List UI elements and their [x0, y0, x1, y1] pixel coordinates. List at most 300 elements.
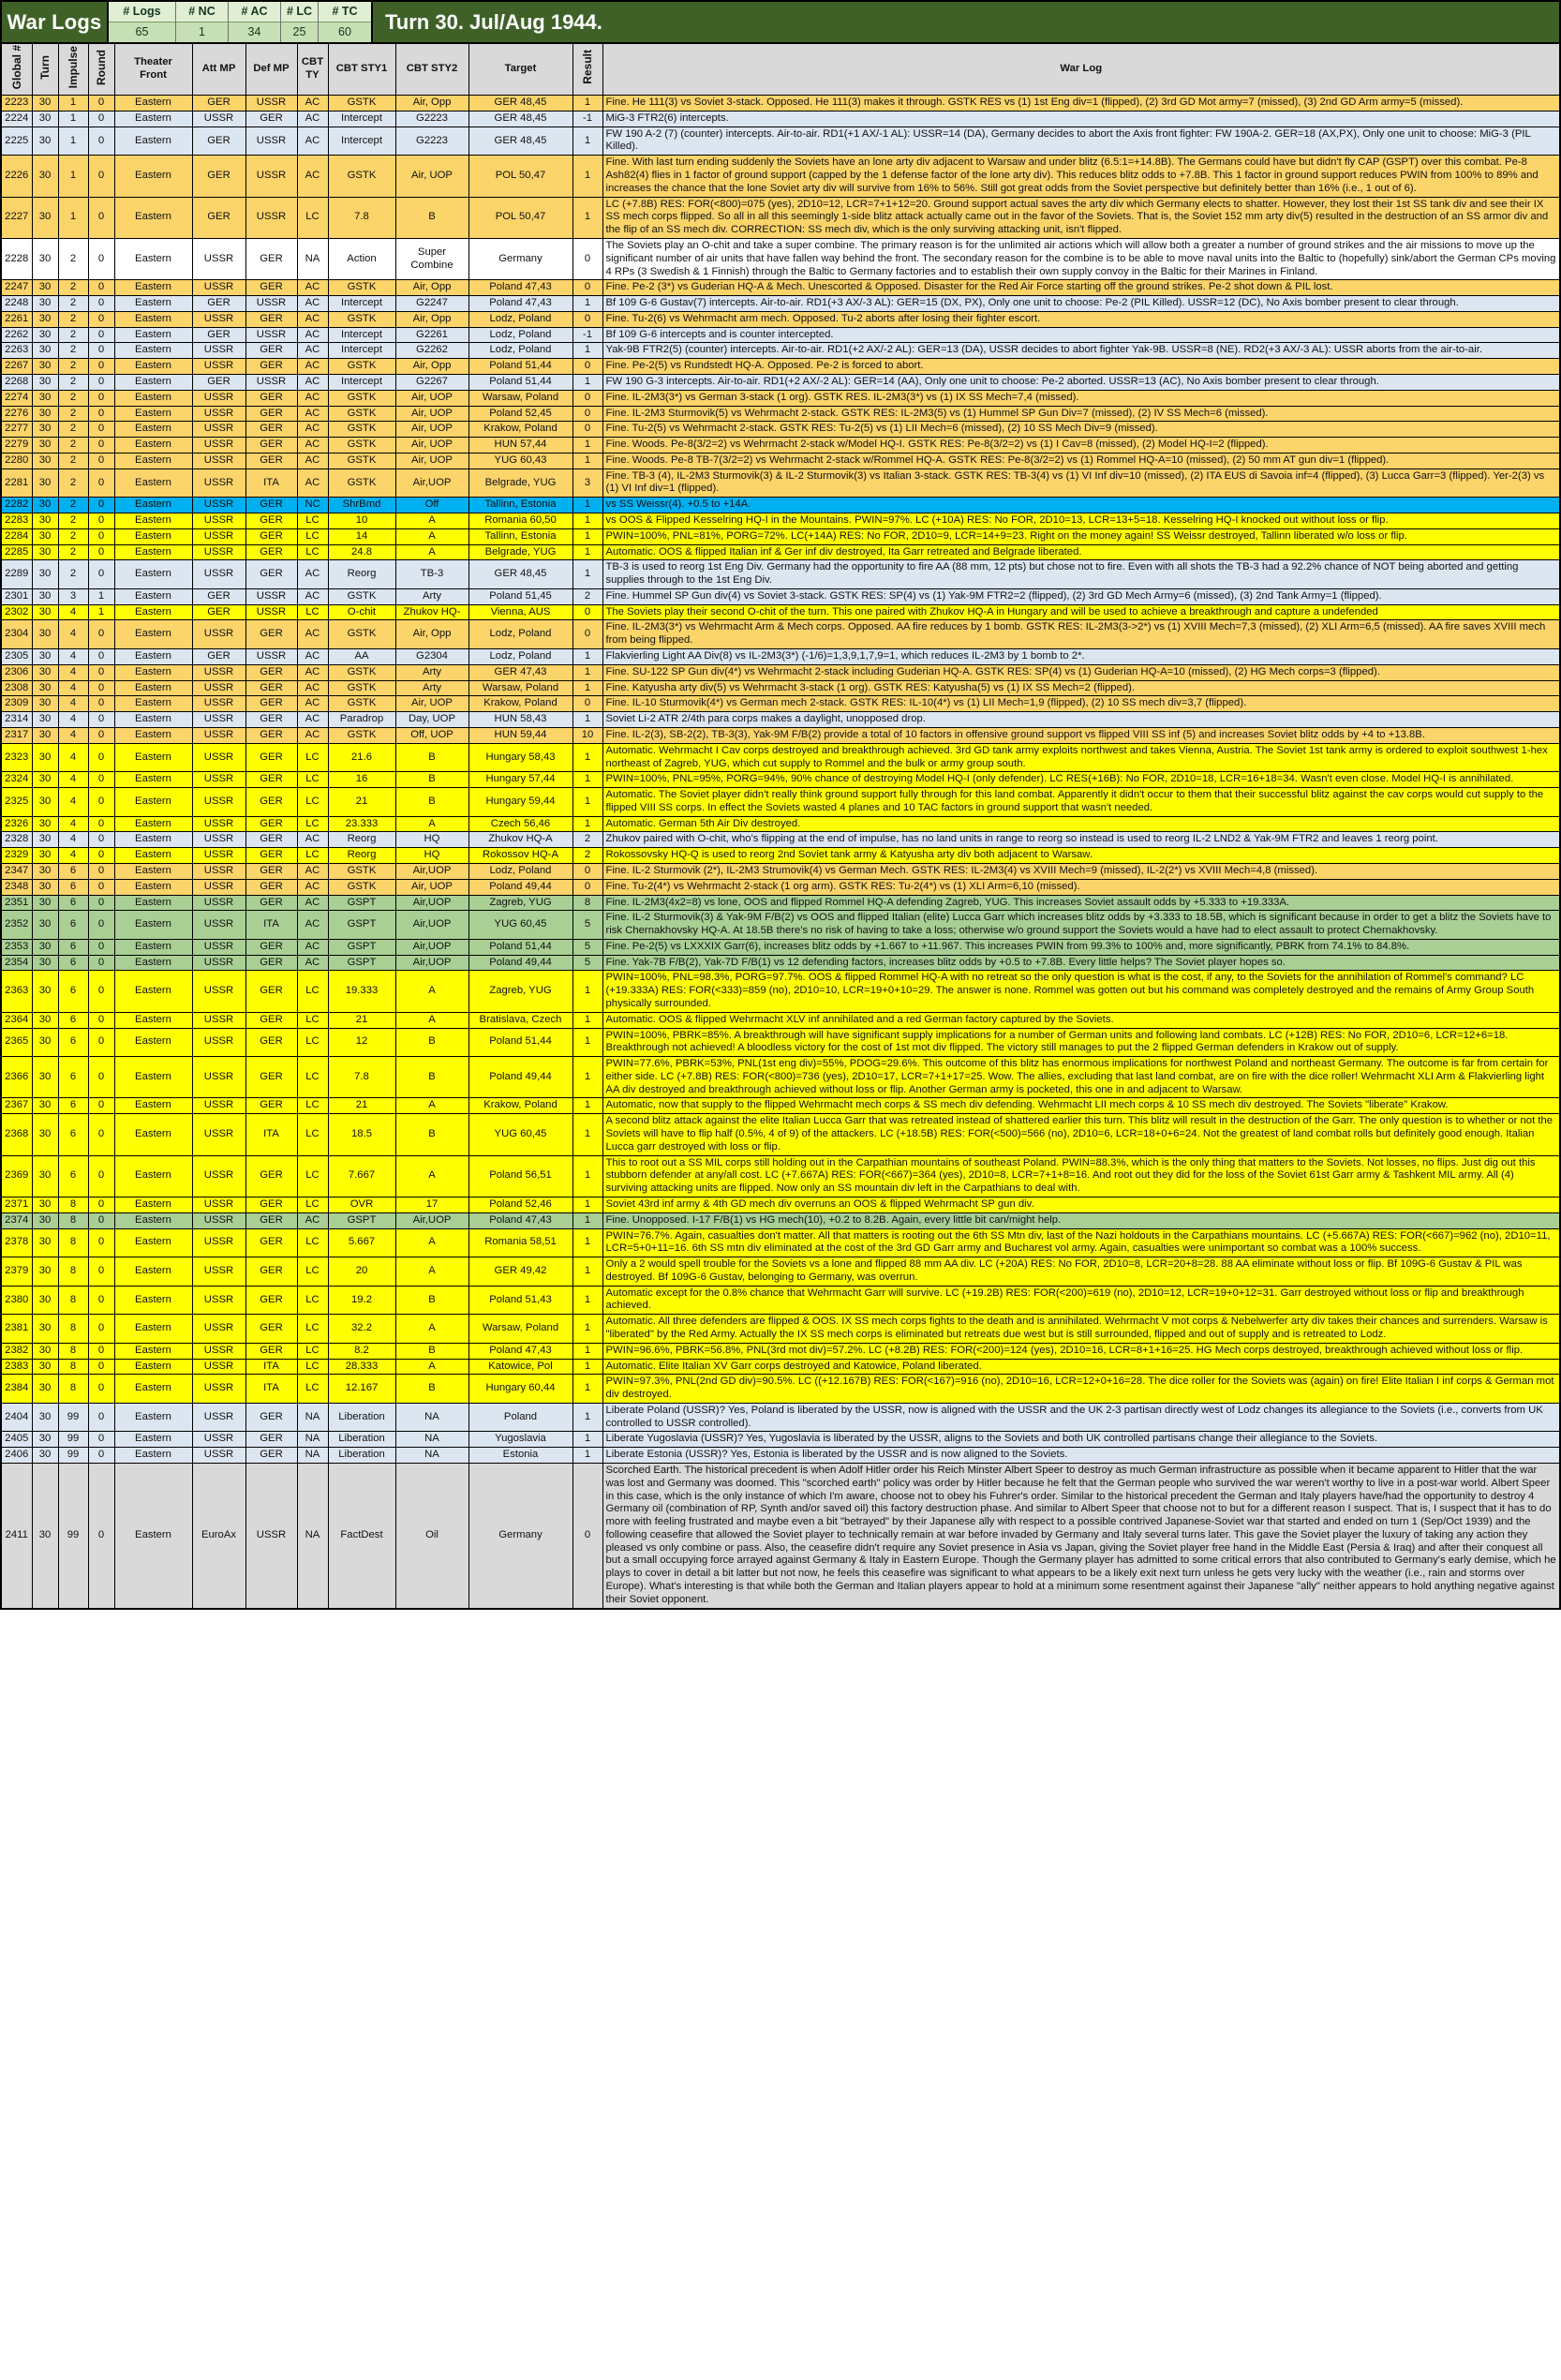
table-row[interactable]: [1, 296, 1560, 312]
cell-front: Eastern: [114, 197, 192, 238]
table-row[interactable]: [1, 280, 1560, 296]
cell-impulse: 2: [58, 238, 88, 279]
cell-def-mp: GER: [245, 939, 297, 955]
cell-front: Eastern: [114, 453, 192, 469]
cell-war-log: Automatic. OOS & flipped Italian inf & Ger inf div destroyed, Ita Garr retreated and Belgrade liberated.: [602, 544, 1560, 560]
cell-global: 2247: [1, 280, 32, 296]
cell-att-mp: USSR: [192, 422, 245, 438]
cell-cbt-sty2: Off: [395, 498, 468, 513]
cell-impulse: 2: [58, 422, 88, 438]
cell-round: 0: [88, 879, 114, 895]
cell-cbt-sty2: A: [395, 528, 468, 544]
cell-global: 2368: [1, 1114, 32, 1155]
cell-att-mp: USSR: [192, 359, 245, 375]
col-header-cbt-sty2[interactable]: CBT STY2: [395, 44, 468, 96]
cell-cbt-sty1: GSTK: [328, 406, 395, 422]
table-row[interactable]: [1, 1432, 1560, 1448]
table-row[interactable]: [1, 1403, 1560, 1432]
table-row[interactable]: [1, 696, 1560, 712]
table-row[interactable]: [1, 544, 1560, 560]
cell-att-mp: GER: [192, 197, 245, 238]
col-header-cbt-sty1[interactable]: CBT STY1: [328, 44, 395, 96]
cell-cbt-sty1: GSPT: [328, 1212, 395, 1228]
cell-cbt-sty2: Air, UOP: [395, 879, 468, 895]
table-row[interactable]: [1, 863, 1560, 879]
cell-cbt-sty1: Intercept: [328, 126, 395, 156]
cell-cbt-sty2: G2223: [395, 111, 468, 126]
cell-war-log: Fine. Hummel SP Gun div(4) vs Soviet 3-stack. GSTK RES: SP(4) vs (1) Yak-9M FTR2=2 (flipped), (2) 3rd GD Mech Army=6 (missed), (3) 2nd Tank Army=1 (flipped).: [602, 588, 1560, 604]
cell-result: 1: [572, 1057, 602, 1098]
cell-cbt-ty: AC: [297, 560, 328, 589]
cell-turn: 30: [32, 1286, 58, 1315]
cell-global: 2326: [1, 816, 32, 832]
table-row[interactable]: [1, 438, 1560, 454]
table-row[interactable]: [1, 327, 1560, 343]
cell-cbt-sty1: GSPT: [328, 911, 395, 940]
cell-cbt-sty1: 7.8: [328, 1057, 395, 1098]
table-row[interactable]: [1, 528, 1560, 544]
cell-target: Tallinn, Estonia: [468, 498, 572, 513]
cell-global: 2304: [1, 620, 32, 649]
cell-att-mp: USSR: [192, 111, 245, 126]
cell-global: 2284: [1, 528, 32, 544]
cell-cbt-sty1: GSTK: [328, 680, 395, 696]
cell-result: 1: [572, 1114, 602, 1155]
table-row[interactable]: [1, 1228, 1560, 1257]
cell-cbt-sty2: A: [395, 816, 468, 832]
cell-war-log: Automatic, now that supply to the flipped Wehrmacht mech corps & SS mech div defending. Wehrmacht LII mech corps & 10 SS mech div destroyed. The Soviets "liberate" Krakow.: [602, 1098, 1560, 1114]
cell-cbt-sty2: Super Combine: [395, 238, 468, 279]
cell-cbt-sty2: Day, UOP: [395, 712, 468, 728]
cell-def-mp: GER: [245, 1212, 297, 1228]
cell-impulse: 6: [58, 879, 88, 895]
cell-def-mp: GER: [245, 1286, 297, 1315]
cell-result: 0: [572, 406, 602, 422]
cell-impulse: 8: [58, 1197, 88, 1212]
table-row[interactable]: [1, 1155, 1560, 1197]
cell-turn: 30: [32, 1114, 58, 1155]
cell-front: Eastern: [114, 895, 192, 911]
cell-war-log: Fine. Woods. Pe-8(3/2=2) vs Wehrmacht 2-stack w/Model HQ-I. GSTK RES: Pe-8(3/2=2) vs (1) I Cav=8 (missed), (2) Model HQ-I=2 (flipped).: [602, 438, 1560, 454]
cell-war-log: Automatic. Elite Italian XV Garr corps destroyed and Katowice, Poland liberated.: [602, 1359, 1560, 1375]
table-row[interactable]: [1, 1197, 1560, 1212]
cell-war-log: Automatic. The Soviet player didn't really think ground support fully through for this land combat. Apparently it didn't occur to them that their successful blitz against the cav corps would cut supply to the flipped VIII SS corps. In effect the Soviets wasted 4 planes and 10 TAC factors in ground support that wasn't needed.: [602, 788, 1560, 817]
stat-lc-label: # LC: [281, 2, 318, 22]
cell-cbt-sty2: A: [395, 1315, 468, 1344]
cell-impulse: 2: [58, 343, 88, 359]
cell-att-mp: USSR: [192, 560, 245, 589]
cell-cbt-sty2: B: [395, 788, 468, 817]
table-row[interactable]: [1, 126, 1560, 156]
cell-impulse: 4: [58, 772, 88, 788]
cell-global: 2225: [1, 126, 32, 156]
table-row[interactable]: [1, 197, 1560, 238]
cell-impulse: 4: [58, 620, 88, 649]
cell-target: Tallinn, Estonia: [468, 528, 572, 544]
cell-def-mp: GER: [245, 1343, 297, 1359]
cell-result: 1: [572, 1315, 602, 1344]
col-header-att-mp[interactable]: Att MP: [192, 44, 245, 96]
cell-global: 2371: [1, 1197, 32, 1212]
cell-def-mp: GER: [245, 727, 297, 743]
cell-round: 0: [88, 1197, 114, 1212]
cell-global: 2379: [1, 1257, 32, 1287]
cell-war-log: Fine. IL-10 Sturmovik(4*) vs German mech 2-stack. GSTK RES: IL-10(4*) vs (1) LII Mech=1,9 (flipped), (2) 10 SS mech div=3,7 (flipped).: [602, 696, 1560, 712]
cell-round: 0: [88, 438, 114, 454]
table-row[interactable]: [1, 390, 1560, 406]
cell-cbt-sty2: Arty: [395, 680, 468, 696]
cell-cbt-sty2: G2304: [395, 649, 468, 665]
cell-turn: 30: [32, 1028, 58, 1057]
table-row[interactable]: [1, 1098, 1560, 1114]
cell-cbt-sty1: Intercept: [328, 296, 395, 312]
table-row[interactable]: [1, 1375, 1560, 1404]
cell-cbt-ty: AC: [297, 453, 328, 469]
cell-cbt-ty: NA: [297, 1464, 328, 1609]
col-header-cbt-ty-top: CBT: [301, 56, 324, 68]
cell-cbt-sty1: Action: [328, 238, 395, 279]
cell-cbt-sty2: Air, Opp: [395, 280, 468, 296]
cell-impulse: 2: [58, 438, 88, 454]
cell-target: Romania 58,51: [468, 1228, 572, 1257]
cell-war-log: This to root out a SS MIL corps still holding out in the Carpathian mountains of southeast Poland. PWIN=88.3%, which is the only thing that matters to the Soviets. Not losses, no flips. Just dig out this stubborn defender at any/all cost. LC (+7.667A) RES: FOR(<667)=364 (yes), 2D10=8, LCR=7+1+8=16. And root out they did for the loss of the Soviet 61st Garr army & Tashkent MIL army. All (4) surviving attacking units are flipped. Now only an SS mountain div left in the Carpathians to deal with.: [602, 1155, 1560, 1197]
cell-def-mp: USSR: [245, 588, 297, 604]
cell-war-log: PWIN=100%, PNL=98.3%, PORG=97.7%. OOS & flipped Rommel HQ-A with no retreat so the only question is what is the cost, if any, to the Soviets for the annihilation of Rommel's command? LC (+19.333A) RES: FOR(<333)=859 (no), 2D10=10, LCR=19+0+10=29. The answer is none. Rommel was gotten out but his command was completely destroyed and the remains of Army Group South physically surrounded.: [602, 971, 1560, 1012]
cell-result: 5: [572, 939, 602, 955]
table-row[interactable]: [1, 832, 1560, 848]
cell-att-mp: GER: [192, 156, 245, 197]
cell-impulse: 4: [58, 712, 88, 728]
cell-round: 0: [88, 1464, 114, 1609]
table-row[interactable]: [1, 664, 1560, 680]
cell-impulse: 2: [58, 469, 88, 498]
table-row[interactable]: [1, 955, 1560, 971]
table-row[interactable]: [1, 971, 1560, 1012]
cell-result: 1: [572, 1375, 602, 1404]
cell-target: Poland 51,44: [468, 374, 572, 390]
table-row[interactable]: [1, 96, 1560, 112]
cell-att-mp: USSR: [192, 863, 245, 879]
cell-cbt-sty2: Zhukov HQ-: [395, 604, 468, 620]
cell-round: 0: [88, 743, 114, 772]
cell-cbt-ty: NA: [297, 1448, 328, 1464]
cell-att-mp: USSR: [192, 1432, 245, 1448]
table-row[interactable]: [1, 743, 1560, 772]
cell-att-mp: EuroAx: [192, 1464, 245, 1609]
col-header-result[interactable]: [572, 44, 602, 96]
table-row[interactable]: [1, 513, 1560, 529]
table-row[interactable]: [1, 816, 1560, 832]
cell-turn: 30: [32, 1432, 58, 1448]
cell-turn: 30: [32, 863, 58, 879]
cell-round: 0: [88, 971, 114, 1012]
cell-impulse: 99: [58, 1403, 88, 1432]
cell-target: HUN 59,44: [468, 727, 572, 743]
cell-impulse: 99: [58, 1464, 88, 1609]
cell-impulse: 2: [58, 406, 88, 422]
cell-round: 0: [88, 712, 114, 728]
cell-target: YUG 60,45: [468, 911, 572, 940]
cell-impulse: 6: [58, 1057, 88, 1098]
cell-impulse: 8: [58, 1343, 88, 1359]
cell-global: 2308: [1, 680, 32, 696]
cell-turn: 30: [32, 1212, 58, 1228]
table-row[interactable]: [1, 649, 1560, 665]
cell-target: Lodz, Poland: [468, 863, 572, 879]
cell-att-mp: USSR: [192, 1286, 245, 1315]
table-row[interactable]: [1, 156, 1560, 197]
cell-cbt-sty1: Reorg: [328, 832, 395, 848]
cell-result: 1: [572, 664, 602, 680]
cell-impulse: 6: [58, 1155, 88, 1197]
table-row[interactable]: [1, 453, 1560, 469]
table-row[interactable]: [1, 498, 1560, 513]
cell-cbt-sty2: G2247: [395, 296, 468, 312]
table-row[interactable]: [1, 939, 1560, 955]
cell-cbt-sty2: Air,UOP: [395, 955, 468, 971]
cell-impulse: 8: [58, 1375, 88, 1404]
cell-turn: 30: [32, 939, 58, 955]
table-row[interactable]: [1, 1028, 1560, 1057]
table-row[interactable]: [1, 359, 1560, 375]
cell-front: Eastern: [114, 955, 192, 971]
table-row[interactable]: [1, 1212, 1560, 1228]
cell-cbt-ty: AC: [297, 280, 328, 296]
cell-front: Eastern: [114, 680, 192, 696]
table-row[interactable]: [1, 1012, 1560, 1028]
table-row[interactable]: [1, 911, 1560, 940]
cell-def-mp: USSR: [245, 327, 297, 343]
cell-target: Germany: [468, 1464, 572, 1609]
cell-target: Poland 47,43: [468, 1212, 572, 1228]
cell-def-mp: GER: [245, 1098, 297, 1114]
cell-global: 2248: [1, 296, 32, 312]
cell-cbt-ty: LC: [297, 788, 328, 817]
cell-cbt-sty1: Liberation: [328, 1432, 395, 1448]
cell-def-mp: GER: [245, 438, 297, 454]
cell-def-mp: GER: [245, 788, 297, 817]
table-row[interactable]: [1, 374, 1560, 390]
cell-front: Eastern: [114, 879, 192, 895]
cell-impulse: 6: [58, 939, 88, 955]
table-row[interactable]: [1, 238, 1560, 279]
cell-impulse: 6: [58, 971, 88, 1012]
table-row[interactable]: [1, 1359, 1560, 1375]
cell-cbt-sty1: GSTK: [328, 311, 395, 327]
table-row[interactable]: [1, 1057, 1560, 1098]
table-row[interactable]: [1, 848, 1560, 864]
cell-cbt-sty1: GSTK: [328, 727, 395, 743]
cell-war-log: Liberate Poland (USSR)? Yes, Poland is liberated by the USSR, now is aligned with the USSR and the UK 2-3 partisan directly west of Lodz changes its allegiance to the Soviets (i.e., converts from UK controlled to USSR controlled).: [602, 1403, 1560, 1432]
cell-att-mp: USSR: [192, 1359, 245, 1375]
cell-target: Krakow, Poland: [468, 1098, 572, 1114]
cell-impulse: 99: [58, 1432, 88, 1448]
cell-global: 2279: [1, 438, 32, 454]
table-row[interactable]: [1, 727, 1560, 743]
cell-turn: 30: [32, 438, 58, 454]
cell-cbt-ty: AC: [297, 955, 328, 971]
cell-impulse: 2: [58, 296, 88, 312]
col-header-war-log[interactable]: War Log: [602, 44, 1560, 96]
table-row[interactable]: [1, 712, 1560, 728]
cell-turn: 30: [32, 513, 58, 529]
cell-war-log: LC (+7.8B) RES: FOR(<800)=075 (yes), 2D10=12, LCR=7+1+12=20. Ground support actual saves the arty div which Germany elects to shatter. However, they lost their 1st SS tank div and see their IX SS mech corps flipped. So all in all this seemingly 1-side blitz attack actually came out in the favor of the Soviets. That is, the Soviet 152 mm arty div(5) resulted in the destruction of an SS armor div and the flip of an SS mech div. CORRECTION: SS mech div, which is the only surviving attacking unit, isn't flipped.: [602, 197, 1560, 238]
cell-att-mp: USSR: [192, 955, 245, 971]
table-row[interactable]: [1, 422, 1560, 438]
table-row[interactable]: [1, 1257, 1560, 1287]
cell-global: 2405: [1, 1432, 32, 1448]
cell-att-mp: GER: [192, 126, 245, 156]
table-row[interactable]: [1, 604, 1560, 620]
cell-cbt-ty: AC: [297, 126, 328, 156]
cell-cbt-ty: AC: [297, 895, 328, 911]
cell-impulse: 6: [58, 1098, 88, 1114]
cell-cbt-ty: LC: [297, 1028, 328, 1057]
cell-war-log: Automatic except for the 0.8% chance that Wehrmacht Garr will survive. LC (+19.2B) RES: FOR(<200)=619 (no), 2D10=12, LCR=19+0+12=31. Garr destroyed without loss or flip and breakthrough achieved.: [602, 1286, 1560, 1315]
cell-round: 1: [88, 604, 114, 620]
cell-front: Eastern: [114, 727, 192, 743]
table-row[interactable]: [1, 1343, 1560, 1359]
col-header-round[interactable]: [88, 44, 114, 96]
cell-war-log: Bf 109 G-6 Gustav(7) intercepts. Air-to-air. RD1(+3 AX/-3 AL): GER=15 (DX, PX), Only one unit to choose: Pe-2 (PIL Killed). USSR=12 (DC), No Axis bomber present to clear through.: [602, 296, 1560, 312]
table-row[interactable]: [1, 772, 1560, 788]
cell-target: Katowice, Pol: [468, 1359, 572, 1375]
cell-round: 0: [88, 374, 114, 390]
cell-war-log: Automatic. OOS & flipped Wehrmacht XLV inf annihilated and a red German factory captured by the Soviets.: [602, 1012, 1560, 1028]
table-row[interactable]: [1, 680, 1560, 696]
cell-cbt-sty1: 19.2: [328, 1286, 395, 1315]
cell-turn: 30: [32, 680, 58, 696]
cell-target: Lodz, Poland: [468, 649, 572, 665]
cell-turn: 30: [32, 620, 58, 649]
cell-war-log: Soviet 43rd inf army & 4th GD mech div overruns an OOS & flipped Wehrmacht SP gun div.: [602, 1197, 1560, 1212]
cell-cbt-sty2: NA: [395, 1403, 468, 1432]
stat-tc-value: 60: [319, 22, 371, 43]
table-row[interactable]: [1, 111, 1560, 126]
cell-att-mp: USSR: [192, 743, 245, 772]
cell-global: 2277: [1, 422, 32, 438]
cell-global: 2347: [1, 863, 32, 879]
cell-target: Poland 51,45: [468, 588, 572, 604]
col-header-turn[interactable]: [32, 44, 58, 96]
cell-def-mp: GER: [245, 743, 297, 772]
cell-global: 2366: [1, 1057, 32, 1098]
cell-att-mp: USSR: [192, 712, 245, 728]
table-row[interactable]: [1, 560, 1560, 589]
col-header-target[interactable]: Target: [468, 44, 572, 96]
table-row[interactable]: [1, 879, 1560, 895]
table-row[interactable]: [1, 469, 1560, 498]
cell-impulse: 4: [58, 649, 88, 665]
table-row[interactable]: [1, 620, 1560, 649]
cell-turn: 30: [32, 604, 58, 620]
cell-round: 0: [88, 816, 114, 832]
cell-round: 0: [88, 1375, 114, 1404]
cell-result: 1: [572, 544, 602, 560]
cell-round: 0: [88, 280, 114, 296]
cell-target: Hungary 59,44: [468, 788, 572, 817]
cell-war-log: PWIN=100%, PNL=81%, PORG=72%. LC(+14A) RES: No FOR, 2D10=9, LCR=14+9=23. Right on the money again! SS Weissr destroyed, Tallinn liberated w/o loss or flip.: [602, 528, 1560, 544]
cell-target: GER 48,45: [468, 126, 572, 156]
col-header-front[interactable]: [114, 44, 192, 96]
cell-result: 1: [572, 1028, 602, 1057]
table-row[interactable]: [1, 588, 1560, 604]
cell-front: Eastern: [114, 280, 192, 296]
app-title: War Logs: [7, 9, 102, 34]
table-row[interactable]: [1, 1114, 1560, 1155]
cell-def-mp: GER: [245, 772, 297, 788]
cell-result: 1: [572, 1257, 602, 1287]
cell-war-log: Fine. IL-2M3(4x2=8) vs lone, OOS and flipped Rommel HQ-A defending Zagreb, YUG. This increases Soviet assault odds by +5.333 to +19.333A.: [602, 895, 1560, 911]
cell-front: Eastern: [114, 111, 192, 126]
cell-turn: 30: [32, 422, 58, 438]
table-row[interactable]: [1, 311, 1560, 327]
cell-cbt-sty1: 18.5: [328, 1114, 395, 1155]
cell-global: 2223: [1, 96, 32, 112]
cell-target: Poland 49,44: [468, 879, 572, 895]
cell-cbt-sty2: B: [395, 743, 468, 772]
cell-war-log: PWIN=76.7%. Again, casualties don't matter. All that matters is rooting out the 6th SS Mtn div, last of the Nazi holdouts in the Carpathians mountains. LC (+5.667A) RES: FOR(<667)=962 (no), 2D10=11, LCR=5+0+11=16. 6th SS mtn div eliminated at the cost of the 3rd GD Garr army and Bucharest vol army. Again, casualties were unimportant so combat was a 100% success.: [602, 1228, 1560, 1257]
cell-cbt-ty: LC: [297, 1155, 328, 1197]
cell-target: Poland 47,43: [468, 296, 572, 312]
cell-result: -1: [572, 111, 602, 126]
cell-def-mp: GER: [245, 620, 297, 649]
cell-def-mp: GER: [245, 343, 297, 359]
cell-impulse: 2: [58, 498, 88, 513]
table-row[interactable]: [1, 1286, 1560, 1315]
col-header-cbt-ty[interactable]: [297, 44, 328, 96]
cell-cbt-sty1: GSTK: [328, 453, 395, 469]
cell-cbt-ty: AC: [297, 1212, 328, 1228]
table-row[interactable]: [1, 1448, 1560, 1464]
cell-impulse: 99: [58, 1448, 88, 1464]
cell-def-mp: ITA: [245, 1375, 297, 1404]
table-row[interactable]: [1, 788, 1560, 817]
table-row[interactable]: [1, 406, 1560, 422]
col-header-def-mp[interactable]: Def MP: [245, 44, 297, 96]
cell-target: Vienna, AUS: [468, 604, 572, 620]
cell-target: Lodz, Poland: [468, 343, 572, 359]
cell-cbt-sty1: 24.8: [328, 544, 395, 560]
cell-turn: 30: [32, 327, 58, 343]
stat-ac-value: 34: [229, 22, 280, 43]
cell-front: Eastern: [114, 1212, 192, 1228]
col-header-impulse[interactable]: [58, 44, 88, 96]
cell-result: 0: [572, 863, 602, 879]
table-row[interactable]: [1, 1315, 1560, 1344]
table-row[interactable]: [1, 895, 1560, 911]
cell-target: Poland 49,44: [468, 955, 572, 971]
cell-front: Eastern: [114, 816, 192, 832]
cell-def-mp: GER: [245, 406, 297, 422]
cell-impulse: 4: [58, 788, 88, 817]
col-header-global[interactable]: [1, 44, 32, 96]
cell-cbt-sty1: GSTK: [328, 390, 395, 406]
cell-att-mp: USSR: [192, 1228, 245, 1257]
table-row[interactable]: [1, 1464, 1560, 1609]
cell-war-log: Fine. Tu-2(5) vs Wehrmacht 2-stack. GSTK RES: Tu-2(5) vs (1) LII Mech=6 (missed), (2) 10 SS Mech Div=9 (missed).: [602, 422, 1560, 438]
cell-cbt-sty1: OVR: [328, 1197, 395, 1212]
cell-global: 2404: [1, 1403, 32, 1432]
cell-target: Bratislava, Czech: [468, 1012, 572, 1028]
cell-front: Eastern: [114, 1286, 192, 1315]
cell-war-log: A second blitz attack against the elite Italian Lucca Garr that was retreated instead of shattered earlier this turn. This blitz will result in the destruction of the Garr. The only question is to whether or not the Soviets will have to flip half (0.5%, 4 of 9) of the attackers. LC (+18.5B) RES: FOR(<500)=566 (no), 2D10=6, LCR=18+0+6=24. Not the greatest of land combat rolls but definitely good enough. Italian Lucca garr destroyed with loss or flip.: [602, 1114, 1560, 1155]
cell-cbt-sty1: Intercept: [328, 327, 395, 343]
cell-front: Eastern: [114, 1375, 192, 1404]
cell-target: POL 50,47: [468, 156, 572, 197]
table-row[interactable]: [1, 343, 1560, 359]
cell-global: 2351: [1, 895, 32, 911]
